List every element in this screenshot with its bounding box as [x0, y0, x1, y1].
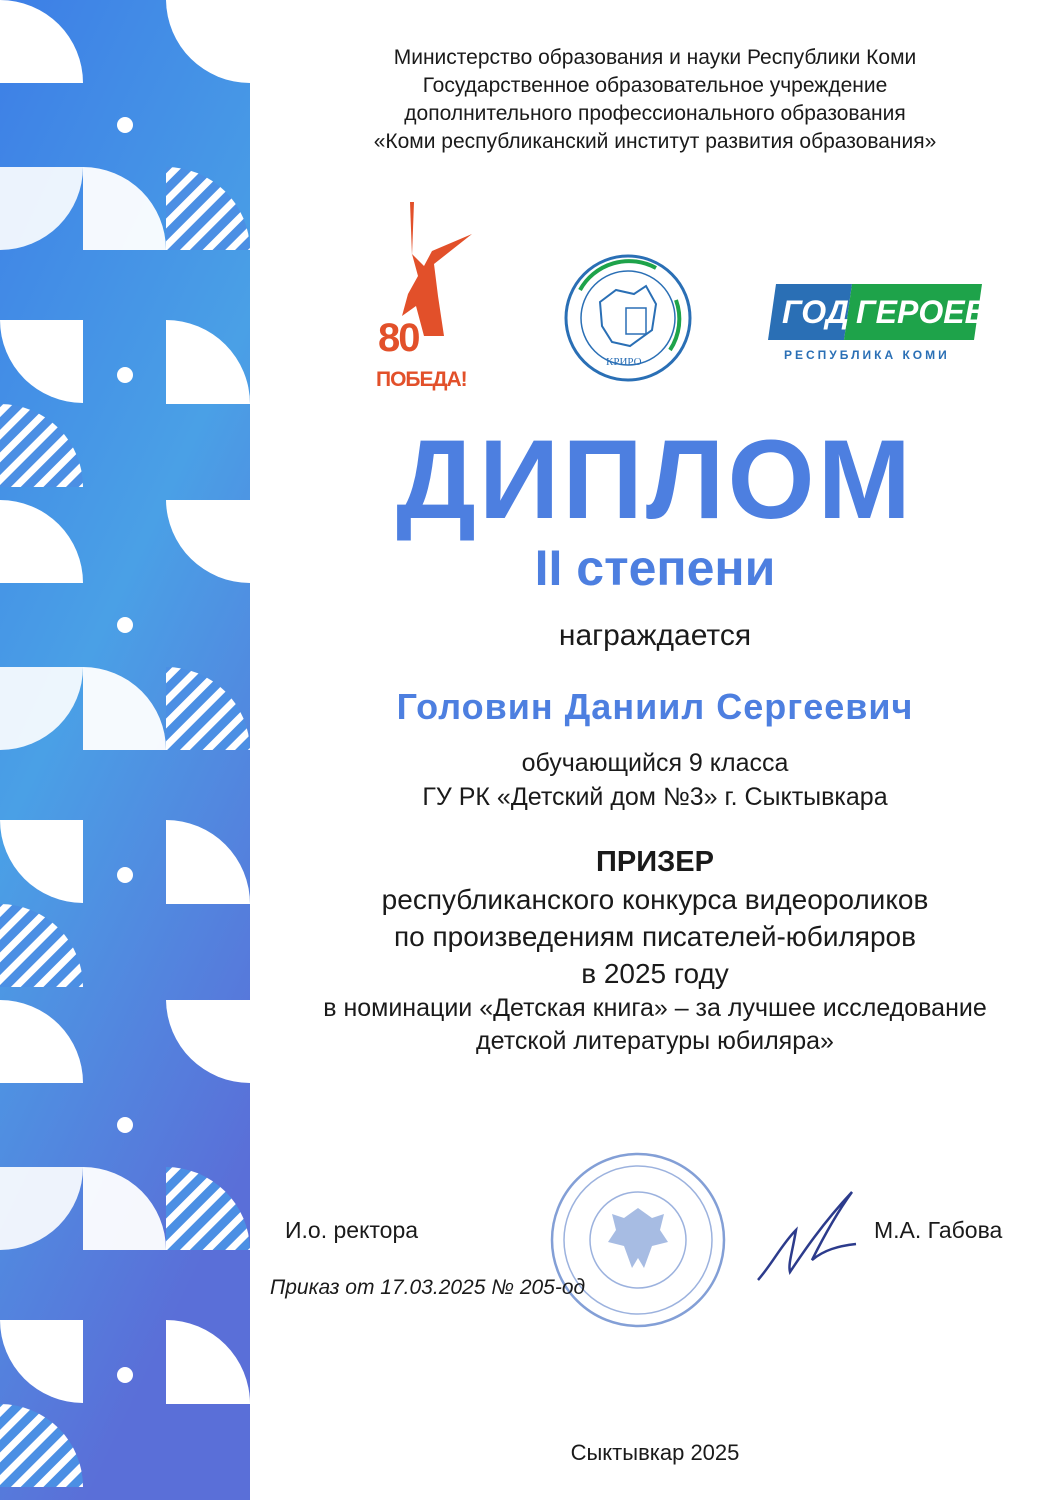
victory-80-logo [372, 196, 482, 396]
header-line: «Коми республиканский институт развития образования» [373, 130, 937, 153]
recipient-name: Головин Даниил Сергеевич [396, 686, 914, 727]
city-year: Сыктывкар 2025 [570, 1440, 740, 1465]
kriro-logo [560, 250, 696, 386]
prize-line: в 2025 году [581, 958, 729, 989]
official-stamp [548, 1150, 728, 1330]
nomination-line: в номинации «Детская книга» – за лучшее исследование [323, 994, 987, 1022]
victory-number: 80 [378, 316, 419, 360]
header-line: Государственное образовательное учреждение [422, 74, 888, 97]
student-info [250, 746, 1060, 814]
student-line: обучающийся 9 класса [521, 749, 789, 777]
header-line: дополнительного профессионального образования [404, 102, 906, 125]
header-line: Министерство образования и науки Республики Коми [393, 46, 917, 69]
diploma-title: ДИПЛОМ [396, 417, 914, 542]
student-line: ГУ РК «Детский дом №3» г. Сыктывкара [422, 783, 888, 811]
diploma-degree: II степени [534, 540, 776, 596]
awarded-text: награждается [558, 619, 752, 652]
signatory-position: И.о. ректора [285, 1217, 419, 1243]
nomination-line: детской литературы юбиляра» [476, 1027, 834, 1055]
victory-text: ПОБЕДА! [376, 368, 467, 391]
heroes-part1: ГОД [782, 294, 849, 330]
motherland-statue-icon [372, 196, 482, 396]
prize-title: ПРИЗЕР [596, 846, 714, 878]
order-reference: Приказ от 17.03.2025 № 205-од [270, 1276, 586, 1299]
ministry-header [250, 44, 1060, 156]
coat-of-arms-icon [608, 1208, 668, 1268]
decorative-side-pattern [0, 0, 250, 1500]
prize-line: по произведениям писателей-юбиляров [393, 921, 916, 952]
heroes-part2: ГЕРОЕВ [856, 294, 988, 330]
heroes-year-logo [768, 284, 988, 366]
kriro-text: КРИРО [606, 356, 642, 368]
prize-block [250, 844, 1060, 1058]
signature-icon [752, 1184, 862, 1294]
signatory-name: М.А. Габова [874, 1217, 1003, 1243]
heroes-subtitle: РЕСПУБЛИКА КОМИ [784, 348, 950, 362]
prize-line: республиканского конкурса видеороликов [381, 884, 929, 915]
